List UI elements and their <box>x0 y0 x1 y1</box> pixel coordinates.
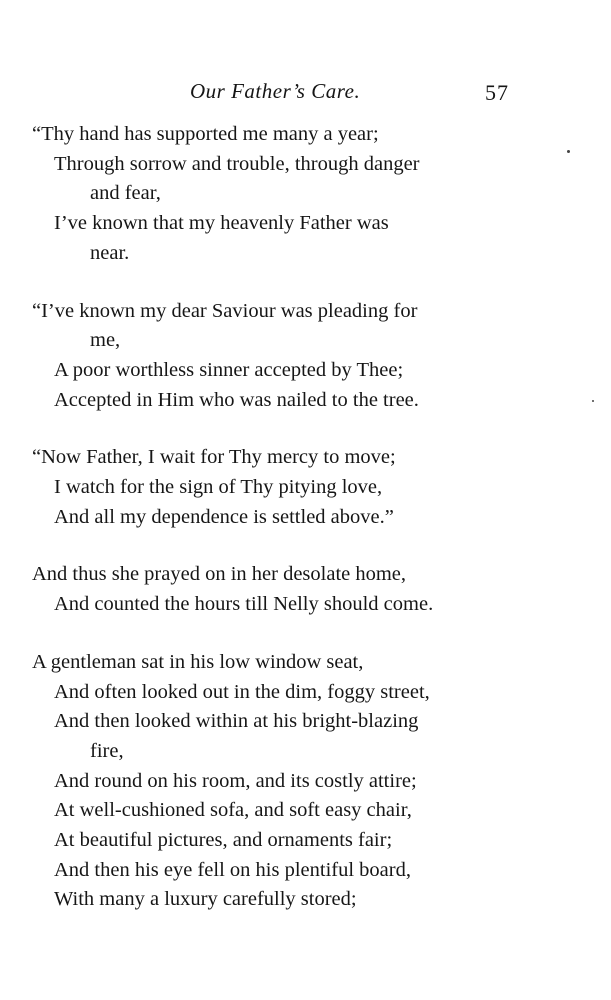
poem-line: And thus she prayed on in her desolate home, <box>32 563 407 586</box>
page-number: 57 <box>485 80 509 105</box>
poem-line-continuation: me, <box>90 329 121 352</box>
poem-line: And then looked within at his bright-blazing <box>54 710 419 733</box>
poem-line-continuation: and fear, <box>90 182 161 205</box>
poem-line: And round on his room, and its costly attire; <box>54 769 417 792</box>
running-title: Our Father’s Care. <box>190 79 361 103</box>
poem-line: At well-cushioned sofa, and soft easy chair, <box>54 799 412 822</box>
stanza <box>32 560 532 619</box>
poem-line: Through sorrow and trouble, through danger <box>54 152 420 175</box>
poem-line: And often looked out in the dim, foggy street, <box>54 680 430 703</box>
stanza <box>32 648 532 915</box>
poem-line-continuation: fire, <box>90 739 124 762</box>
poem-line: At beautiful pictures, and ornaments fair; <box>54 829 393 852</box>
poem-body <box>32 120 532 915</box>
stanza <box>32 297 532 416</box>
poem-line: A gentleman sat in his low window seat, <box>32 650 364 673</box>
stanza <box>32 120 532 269</box>
poem-line: I watch for the sign of Thy pitying love, <box>54 476 383 499</box>
poem-line: “Now Father, I wait for Thy mercy to move; <box>32 446 396 469</box>
poem-line: “Thy hand has supported me many a year; <box>32 123 379 145</box>
poem-line: I’ve known that my heavenly Father was <box>54 212 389 235</box>
poem-line-continuation: near. <box>90 241 130 264</box>
paper-speck <box>592 400 594 402</box>
paper-speck <box>567 150 570 153</box>
poem-line: A poor worthless sinner accepted by Thee; <box>54 358 404 381</box>
poem-line: And counted the hours till Nelly should come. <box>54 593 434 616</box>
poem-line: With many a luxury carefully stored; <box>54 888 357 911</box>
poem-line: Accepted in Him who was nailed to the tree. <box>54 388 419 411</box>
poem-line: And then his eye fell on his plentiful board, <box>54 858 411 881</box>
stanza <box>32 443 532 532</box>
poem-line: And all my dependence is settled above.” <box>54 505 394 528</box>
poem-line: “I’ve known my dear Saviour was pleading for <box>32 299 418 322</box>
